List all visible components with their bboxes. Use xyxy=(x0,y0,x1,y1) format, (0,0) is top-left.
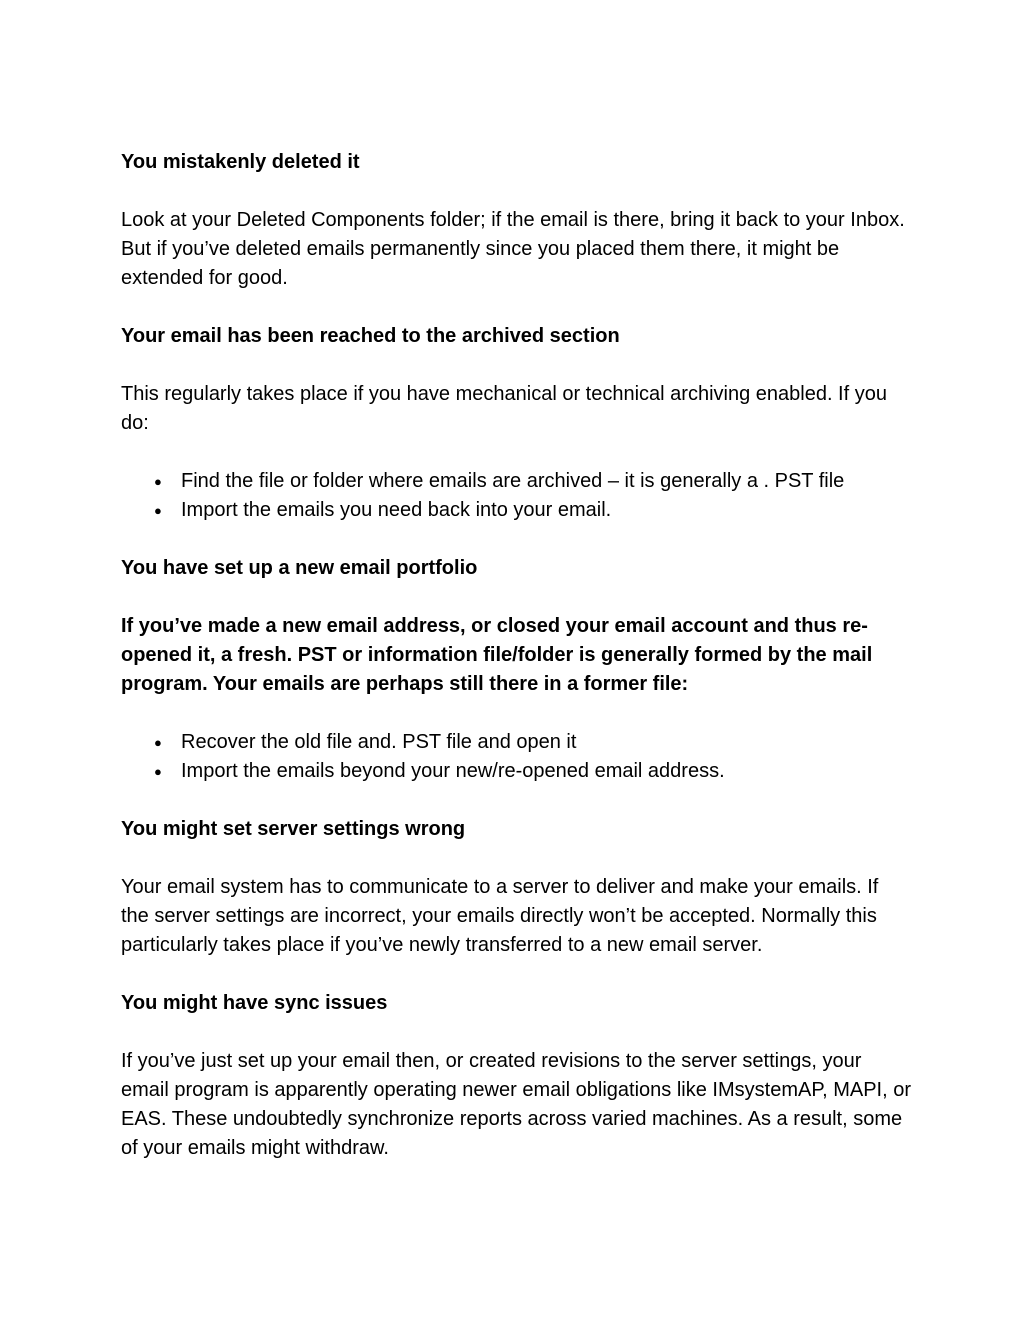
bullet-icon: ● xyxy=(154,735,162,750)
list-item xyxy=(121,728,911,757)
section-heading-server-settings: You might set server settings wrong xyxy=(121,818,466,840)
spacer xyxy=(121,699,911,728)
list-item-text: Import the emails you need back into your email. xyxy=(181,499,612,521)
spacer xyxy=(121,1018,911,1047)
section-heading-portfolio: You have set up a new email portfolio xyxy=(121,557,478,579)
section-body-deleted: Look at your Deleted Components folder; if the email is there, bring it back to your Inbox. But if you’ve deleted emails permanently since you placed them there, it might be extended for good. xyxy=(121,209,905,289)
list-item xyxy=(121,496,911,525)
bullet-icon: ● xyxy=(154,503,162,518)
list-item-text: Import the emails beyond your new/re-opened email address. xyxy=(181,760,725,782)
spacer xyxy=(121,525,911,554)
spacer xyxy=(121,293,911,322)
spacer xyxy=(121,583,911,612)
bullet-list-archived xyxy=(121,467,911,525)
section-heading-sync: You might have sync issues xyxy=(121,992,388,1014)
section-body-archived: This regularly takes place if you have mechanical or technical archiving enabled. If you do: xyxy=(121,383,887,434)
spacer xyxy=(121,177,911,206)
bullet-list-portfolio xyxy=(121,728,911,786)
list-item-text: Recover the old file and. PST file and open it xyxy=(181,731,577,753)
list-item xyxy=(121,467,911,496)
section-body-server-settings: Your email system has to communicate to a server to deliver and make your emails. If the server settings are incorrect, your emails directly won’t be accepted. Normally this particularly takes place if you’ve newly transferred to a new email server. xyxy=(121,876,879,956)
document-page xyxy=(121,148,911,1163)
spacer xyxy=(121,351,911,380)
list-item-text: Find the file or folder where emails are archived – it is generally a . PST file xyxy=(181,470,845,492)
spacer xyxy=(121,438,911,467)
section-body-portfolio: If you’ve made a new email address, or closed your email account and thus re-opened it, a fresh. PST or information file/folder is generally formed by the mail program. Your emails are perhaps still there in a former file: xyxy=(121,615,873,695)
bullet-icon: ● xyxy=(154,764,162,779)
section-heading-archived: Your email has been reached to the archived section xyxy=(121,325,620,347)
section-body-sync: If you’ve just set up your email then, or created revisions to the server settings, your email program is apparently operating newer email obligations like IMsystemAP, MAPI, or EAS. These undoubtedly synchronize reports across varied machines. As a result, some of your emails might withdraw. xyxy=(121,1050,911,1159)
spacer xyxy=(121,786,911,815)
spacer xyxy=(121,844,911,873)
bullet-icon: ● xyxy=(154,474,162,489)
section-heading-deleted: You mistakenly deleted it xyxy=(121,151,360,173)
spacer xyxy=(121,960,911,989)
list-item xyxy=(121,757,911,786)
